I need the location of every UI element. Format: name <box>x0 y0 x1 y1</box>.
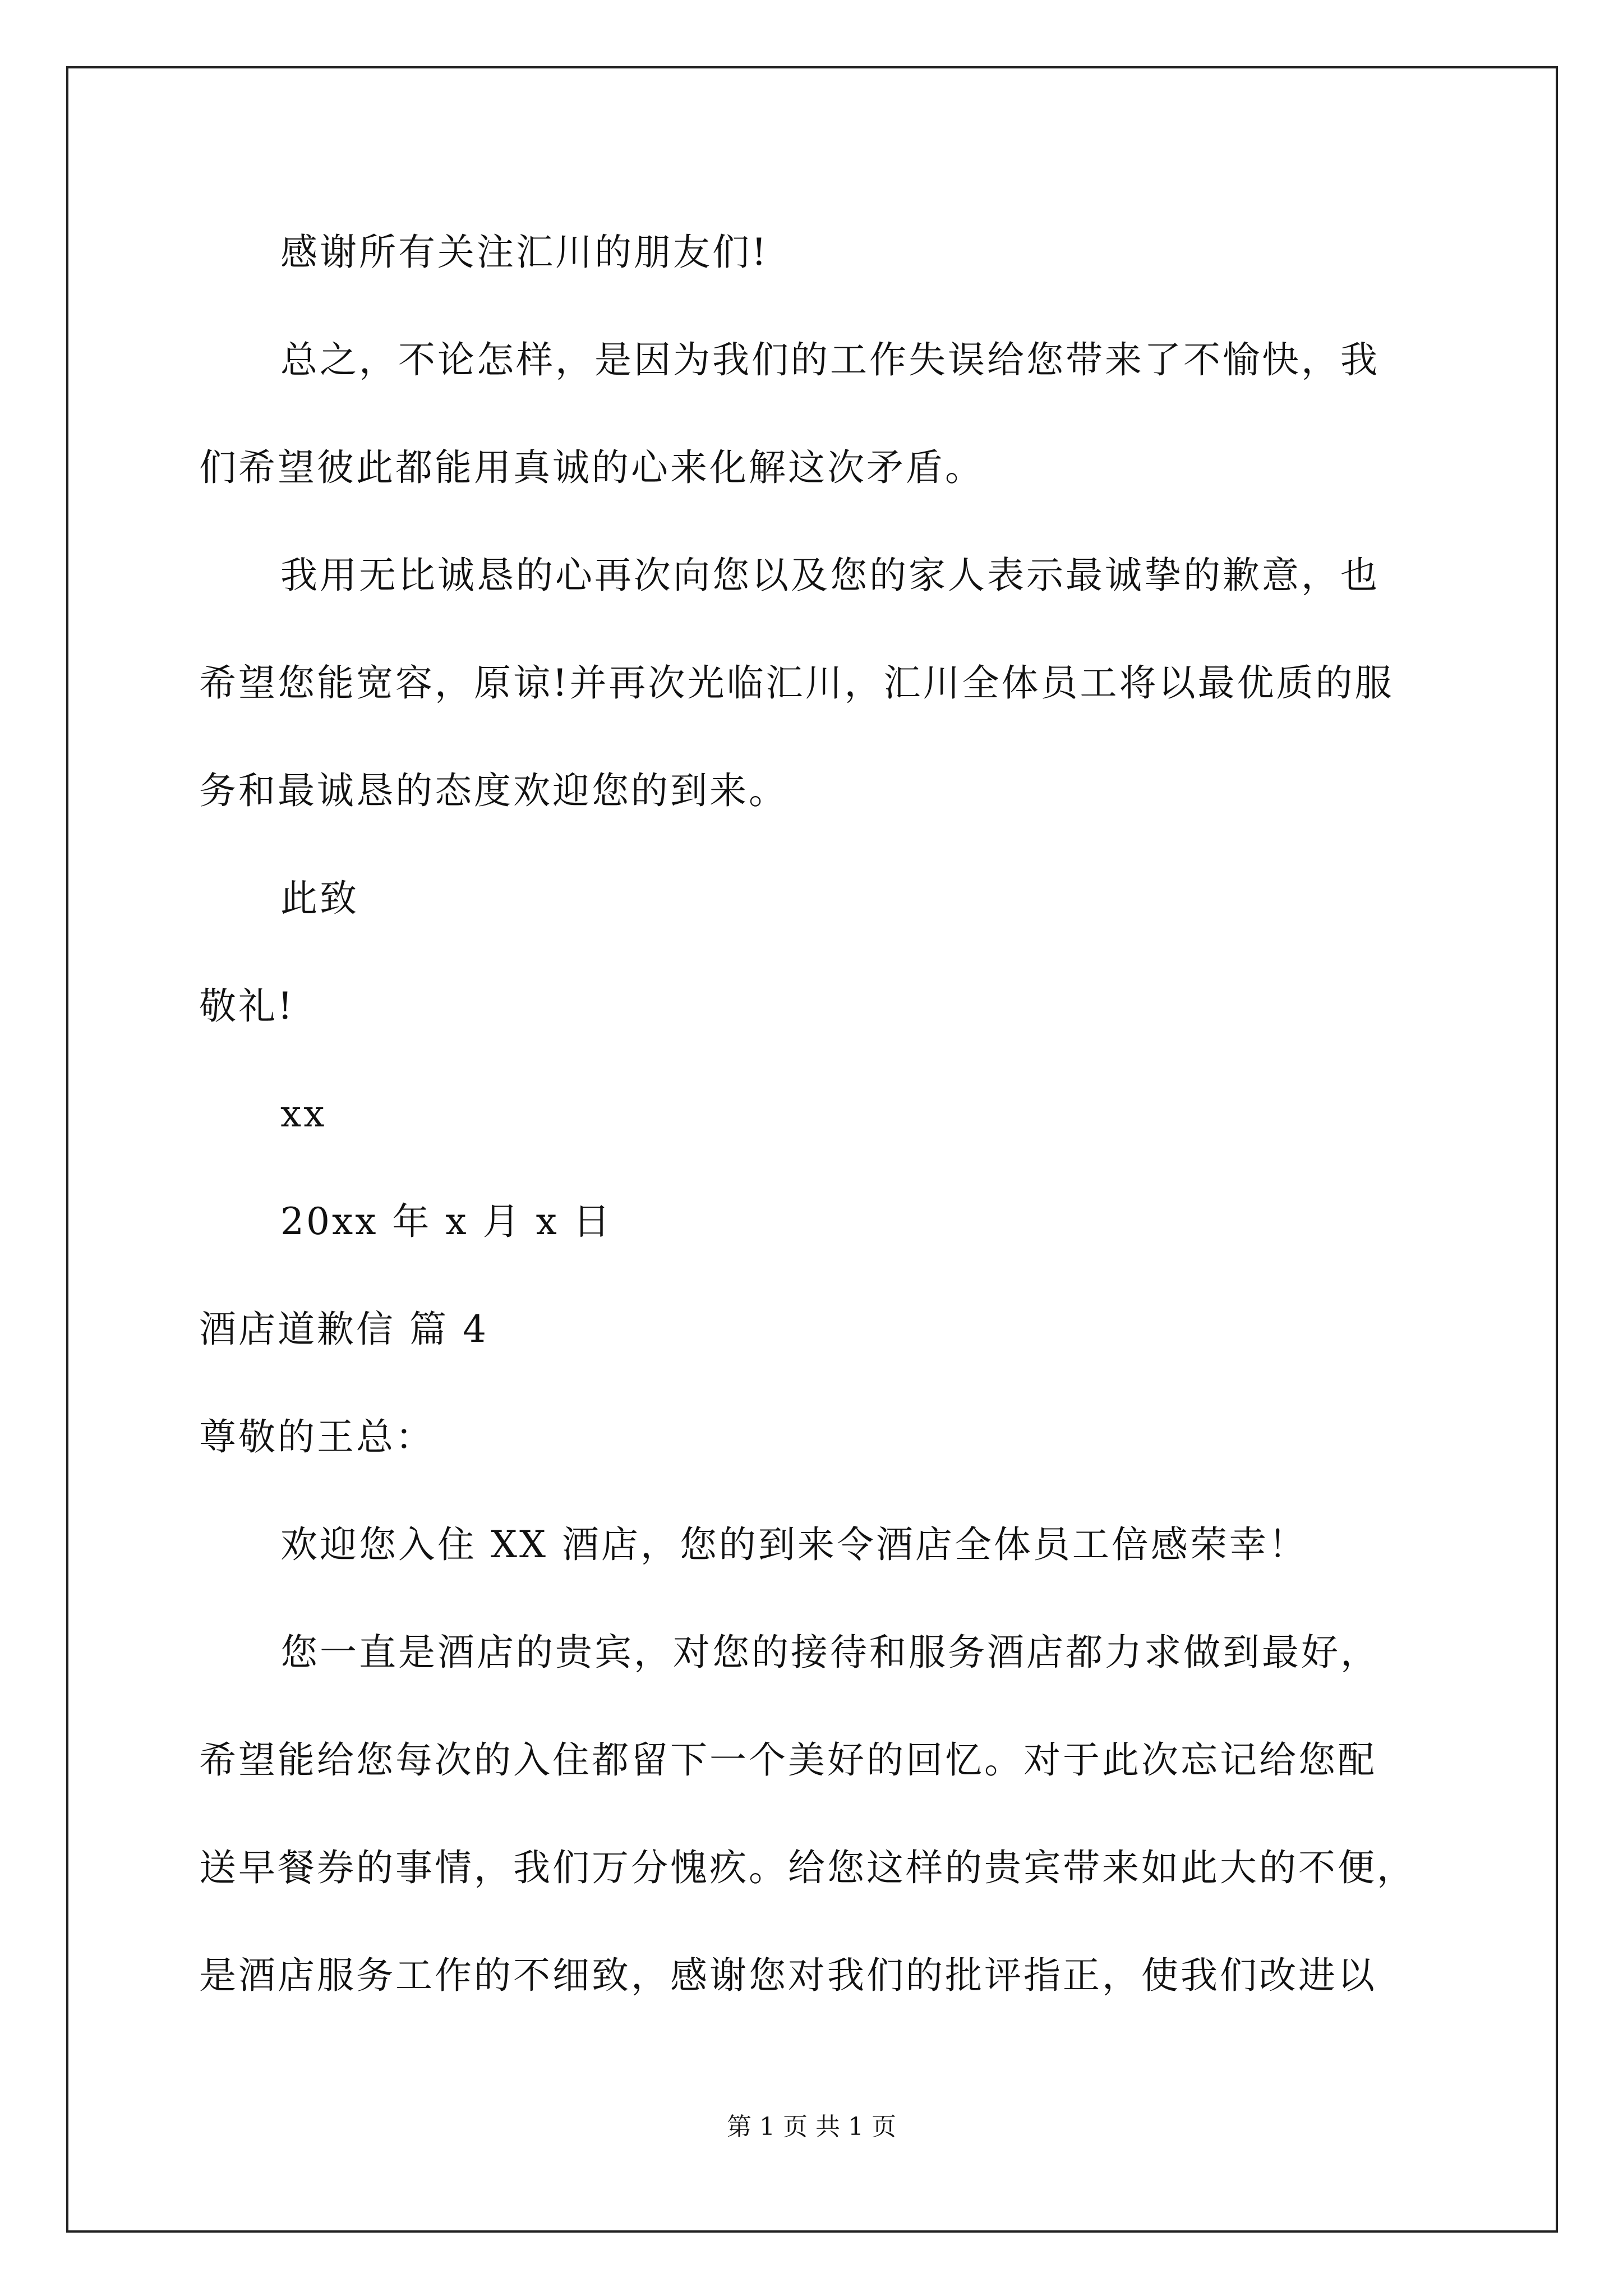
closing-regards: 敬礼! <box>199 984 295 1028</box>
text-line-3: 们希望彼此都能用真诚的心来化解这次矛盾。 <box>199 446 984 489</box>
letter-greeting: 尊敬的王总： <box>199 1415 435 1458</box>
text-line-6: 务和最诚恳的态度欢迎您的到来。 <box>199 769 788 812</box>
text-line-17: 是酒店服务工作的不细致，感谢您对我们的批评指正，使我们改进以 <box>199 1954 1377 1997</box>
text-line-5: 希望您能宽容，原谅!并再次光临汇川，汇川全体员工将以最优质的服 <box>199 661 1394 705</box>
text-line-16: 送早餐券的事情，我们万分愧疚。给您这样的贵宾带来如此大的不便， <box>199 1846 1416 1889</box>
signature-name: xx <box>280 1092 327 1135</box>
page-border <box>66 66 1558 2233</box>
page-footer: 第 1 页 共 1 页 <box>727 2113 896 2141</box>
section-heading: 酒店道歉信 篇 4 <box>199 1308 488 1351</box>
text-line-2: 总之，不论怎样，是因为我们的工作失误给您带来了不愉快，我 <box>280 338 1380 381</box>
closing-salutation: 此致 <box>280 877 359 920</box>
text-line-13: 欢迎您入住 XX 酒店，您的到来令酒店全体员工倍感荣幸！ <box>280 1523 1308 1566</box>
text-line-14: 您一直是酒店的贵宾，对您的接待和服务酒店都力求做到最好， <box>280 1631 1380 1674</box>
text-line-15: 希望能给您每次的入住都留下一个美好的回忆。对于此次忘记给您配 <box>199 1738 1377 1782</box>
signature-date: 20xx 年 x 月 x 日 <box>280 1200 612 1243</box>
text-line-1: 感谢所有关注汇川的朋友们! <box>280 231 769 274</box>
text-line-4: 我用无比诚恳的心再次向您以及您的家人表示最诚挚的歉意，也 <box>280 554 1380 597</box>
